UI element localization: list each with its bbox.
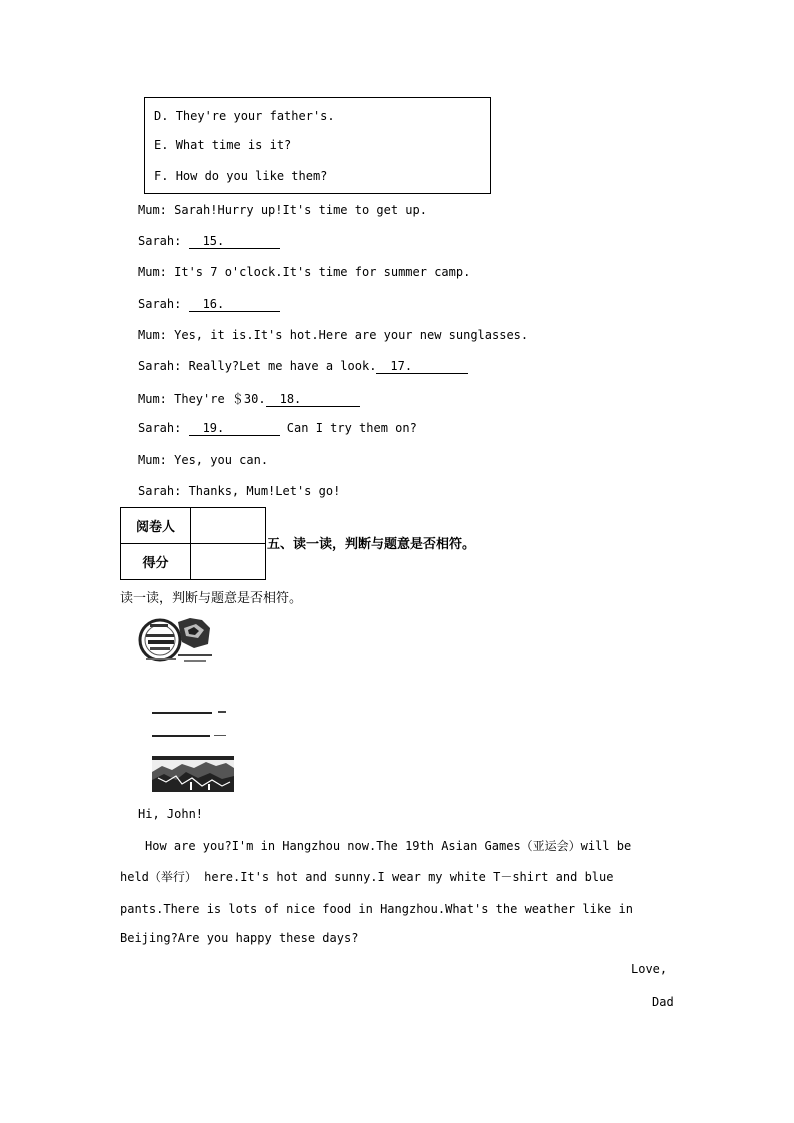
blank-15[interactable]: 15. <box>189 234 280 249</box>
letter-line-2: held（举行） here.It's hot and sunny.I wear my white T－shirt and blue <box>120 870 614 884</box>
score-cell[interactable] <box>191 544 266 580</box>
reviewer-cell[interactable] <box>191 508 266 544</box>
postmark-stamp-image <box>138 614 214 668</box>
dialog-line-1: Mum: Sarah!Hurry up!It's time to get up. <box>138 203 427 217</box>
section-instruction: 读一读，判断与题意是否相符。 <box>120 591 303 606</box>
letter-closing: Love, <box>631 962 668 976</box>
letter-line-3: pants.There is lots of nice food in Hangzhou.What's the weather like in <box>120 902 633 916</box>
option-f: F. How do you like them? <box>154 169 328 183</box>
address-lines-image <box>152 708 232 744</box>
dialog-line-8: Sarah: 19. Can I try them on? <box>138 421 417 435</box>
blank-16[interactable]: 16. <box>189 297 280 312</box>
blank-19[interactable]: 19. <box>189 421 280 436</box>
dialog-line-2: Sarah: 15. <box>138 234 280 249</box>
landscape-photo-image <box>152 756 234 792</box>
letter-signature: Dad <box>652 995 674 1009</box>
letter-greeting: Hi, John! <box>138 807 204 821</box>
reviewer-label: 阅卷人 <box>121 508 191 544</box>
letter-line-4: Beijing?Are you happy these days? <box>120 931 359 945</box>
dialog-line-9: Mum: Yes, you can. <box>138 453 269 467</box>
score-label: 得分 <box>121 544 191 580</box>
score-table <box>120 507 266 580</box>
dialog-line-7: Mum: They're ＄30. 18. <box>138 390 360 407</box>
dialog-line-10: Sarah: Thanks, Mum!Let's go! <box>138 484 341 498</box>
section-heading: 五、读一读，判断与题意是否相符。 <box>267 537 476 552</box>
dialog-line-5: Mum: Yes, it is.It's hot.Here are your new sunglasses. <box>138 328 529 342</box>
letter-line-1: How are you?I'm in Hangzhou now.The 19th Asian Games（亚运会）will be <box>145 839 632 853</box>
dialog-line-4: Sarah: 16. <box>138 297 280 312</box>
blank-17[interactable]: 17. <box>376 359 468 374</box>
dialog-line-3: Mum: It's 7 o'clock.It's time for summer camp. <box>138 265 471 279</box>
option-e: E. What time is it? <box>154 138 292 152</box>
blank-18[interactable]: 18. <box>266 392 360 407</box>
option-d: D. They're your father's. <box>154 109 335 123</box>
dialog-line-6: Sarah: Really?Let me have a look. 17. <box>138 359 468 374</box>
options-box <box>144 97 491 194</box>
